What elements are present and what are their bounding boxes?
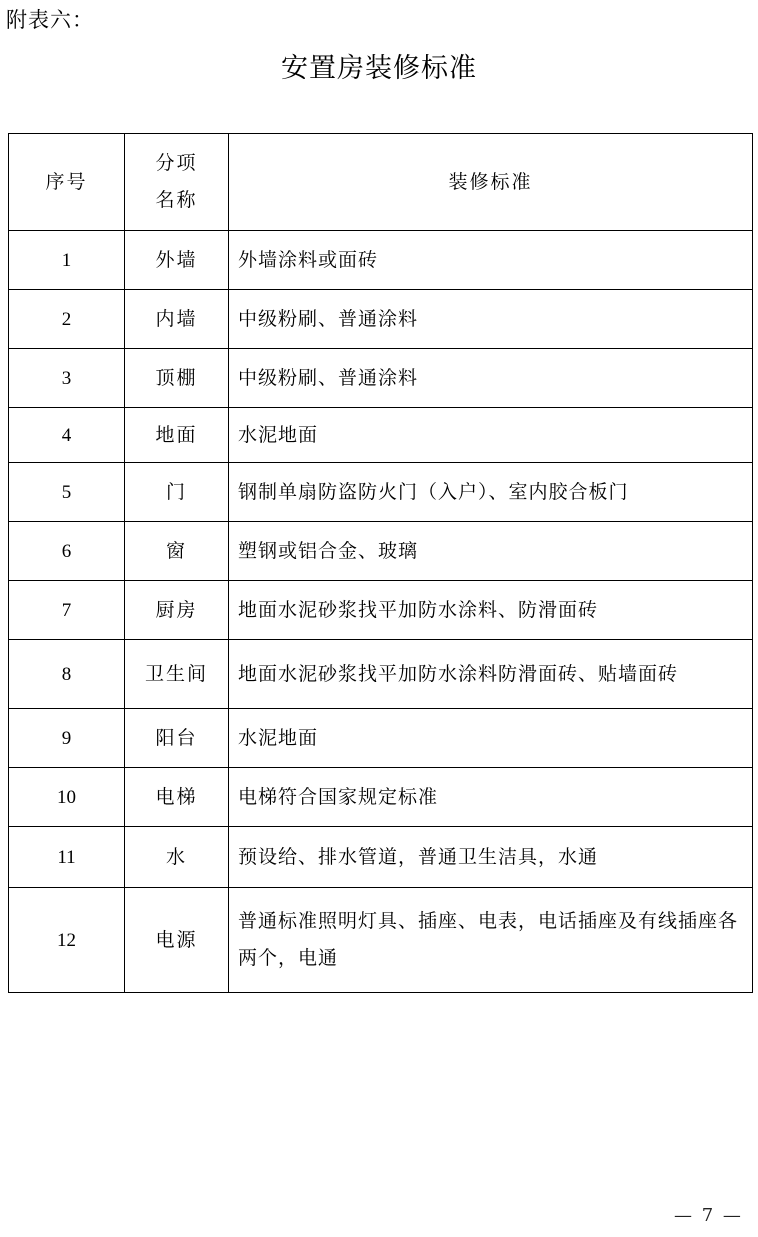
column-header-item-line1: 分项	[155, 152, 198, 174]
row-item-cell: 电源	[125, 888, 229, 993]
table-row	[9, 408, 753, 463]
row-item-cell: 外墙	[125, 231, 229, 290]
row-standard-cell: 水泥地面	[229, 709, 753, 768]
row-standard-cell: 中级粉刷、普通涂料	[229, 290, 753, 349]
row-item-cell: 电梯	[125, 768, 229, 827]
row-number-cell: 12	[9, 888, 125, 993]
row-standard-cell: 中级粉刷、普通涂料	[229, 349, 753, 408]
row-number-cell: 4	[9, 408, 125, 463]
row-standard-cell: 水泥地面	[229, 408, 753, 463]
table-row	[9, 827, 753, 888]
column-header-item-line2: 名称	[155, 189, 198, 211]
row-standard-cell: 地面水泥砂浆找平加防水涂料、防滑面砖	[229, 581, 753, 640]
column-header-standard: 装修标准	[229, 134, 753, 231]
row-standard-cell: 塑钢或铝合金、玻璃	[229, 522, 753, 581]
row-item-cell: 阳台	[125, 709, 229, 768]
row-number-cell: 11	[9, 827, 125, 888]
row-number-cell: 8	[9, 640, 125, 709]
table-row	[9, 888, 753, 993]
row-number-cell: 10	[9, 768, 125, 827]
row-item-cell: 水	[125, 827, 229, 888]
row-number-cell: 9	[9, 709, 125, 768]
renovation-standards-table	[8, 133, 753, 993]
row-standard-cell: 电梯符合国家规定标准	[229, 768, 753, 827]
table-row	[9, 640, 753, 709]
row-number-cell: 5	[9, 463, 125, 522]
table-row	[9, 581, 753, 640]
row-standard-cell: 钢制单扇防盗防火门（入户）、室内胶合板门	[229, 463, 753, 522]
table-row	[9, 463, 753, 522]
row-item-cell: 卫生间	[125, 640, 229, 709]
table-body	[9, 231, 753, 993]
row-standard-cell: 预设给、排水管道，普通卫生洁具，水通	[229, 827, 753, 888]
row-number-cell: 7	[9, 581, 125, 640]
attachment-label: 附表六：	[6, 8, 94, 32]
row-number-cell: 1	[9, 231, 125, 290]
table-row	[9, 768, 753, 827]
row-item-cell: 顶棚	[125, 349, 229, 408]
row-standard-cell: 普通标准照明灯具、插座、电表，电话插座及有线插座各两个，电通	[229, 888, 753, 993]
row-item-cell: 内墙	[125, 290, 229, 349]
table-row	[9, 231, 753, 290]
table-row	[9, 709, 753, 768]
table-row	[9, 290, 753, 349]
table-row	[9, 522, 753, 581]
document-title: 安置房装修标准	[281, 53, 477, 84]
table-header-row	[9, 134, 753, 231]
column-header-number: 序号	[9, 134, 125, 231]
column-header-item	[125, 134, 229, 231]
row-item-cell: 窗	[125, 522, 229, 581]
row-number-cell: 2	[9, 290, 125, 349]
row-item-cell: 门	[125, 463, 229, 522]
page-number: — 7 —	[674, 1205, 743, 1226]
row-number-cell: 6	[9, 522, 125, 581]
row-item-cell: 厨房	[125, 581, 229, 640]
row-number-cell: 3	[9, 349, 125, 408]
row-standard-cell: 外墙涂料或面砖	[229, 231, 753, 290]
table-row	[9, 349, 753, 408]
row-item-cell: 地面	[125, 408, 229, 463]
row-standard-cell: 地面水泥砂浆找平加防水涂料防滑面砖、贴墙面砖	[229, 640, 753, 709]
